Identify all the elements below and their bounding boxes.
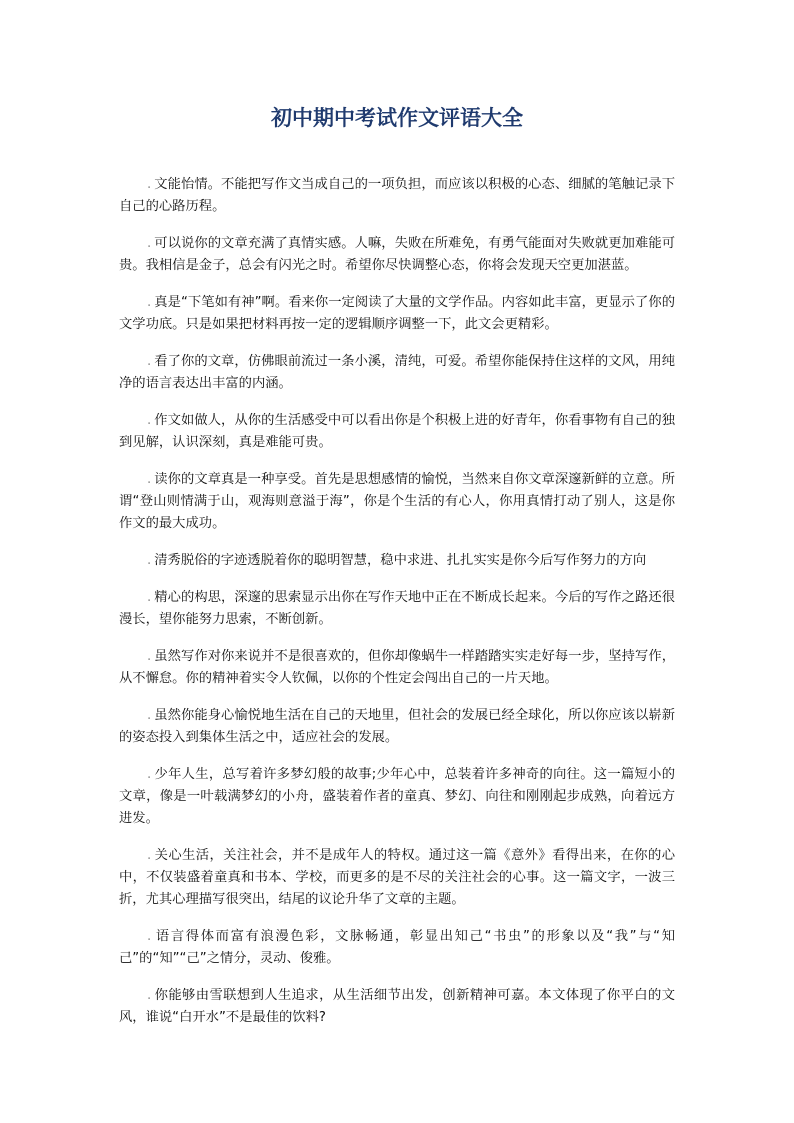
bullet-marker: . [147,767,152,782]
comment-text: 真是“下笔如有神”啊。看来你一定阅读了大量的文学作品。内容如此丰富，更显示了你的文学功底。只是如果把材料再按一定的逻辑顺序调整一下，此文会更精彩。 [119,295,675,332]
bullet-marker: . [147,354,152,369]
bullet-marker: . [147,988,152,1003]
comment-paragraph [119,351,675,395]
bullet-marker: . [147,590,152,605]
comment-paragraph [119,410,675,454]
document-body [119,174,675,1044]
comment-text: 看了你的文章，仿佛眼前流过一条小溪，清纯，可爱。希望你能保持住这样的文风，用纯净的语言表达出丰富的内涵。 [119,354,675,391]
bullet-marker: . [147,929,152,944]
comment-paragraph [119,233,675,277]
bullet-marker: . [147,413,152,428]
bullet-marker: . [147,848,152,863]
comment-text: 作文如做人，从你的生活感受中可以看出你是个积极上进的好青年，你看事物有自己的独到见解，认识深刻，真是难能可贵。 [119,413,675,450]
comment-paragraph [119,469,675,535]
comment-paragraph [119,705,675,749]
comment-text: 关心生活，关注社会，并不是成年人的特权。通过这一篇《意外》看得出来，在你的心中，不仅装盛着童真和书本、学校，而更多的是不尽的关注社会的心事。这一篇文字，一波三折，尤其心理描写很突出，结尾的议论升华了文章的主题。 [119,848,675,907]
comment-paragraph [119,845,675,911]
comment-paragraph [119,550,675,572]
bullet-marker: . [147,236,152,251]
comment-text: 虽然你能身心愉悦地生活在自己的天地里，但社会的发展已经全球化，所以你应该以崭新的姿态投入到集体生活之中，适应社会的发展。 [119,708,675,745]
comment-text: 你能够由雪联想到人生追求，从生活细节出发，创新精神可嘉。本文体现了你平白的文风，谁说“白开水”不是最佳的饮料? [119,988,675,1025]
comment-text: 虽然写作对你来说并不是很喜欢的，但你却像蜗牛一样踏踏实实走好每一步，坚持写作，从不懈怠。你的精神着实令人钦佩，以你的个性定会闯出自己的一片天地。 [119,649,675,686]
document-title: 初中期中考试作文评语大全 [271,105,523,130]
comment-text: 精心的构思，深邃的思索显示出你在写作天地中正在不断成长起来。今后的写作之路还很漫长，望你能努力思索，不断创新。 [119,590,675,627]
bullet-marker: . [147,295,152,310]
bullet-marker: . [147,472,152,487]
bullet-marker: . [147,649,152,664]
comment-text: 少年人生，总写着许多梦幻般的故事;少年心中，总装着许多神奇的向往。这一篇短小的文章，像是一叶载满梦幻的小舟，盛装着作者的童真、梦幻、向往和刚刚起步成熟，向着远方进发。 [119,767,675,826]
comment-paragraph [119,646,675,690]
comment-text: 可以说你的文章充满了真情实感。人嘛，失败在所难免，有勇气能面对失败就更加难能可贵。我相信是金子，总会有闪光之时。希望你尽快调整心态，你将会发现天空更加湛蓝。 [119,236,675,273]
comment-paragraph [119,985,675,1029]
bullet-marker: . [147,553,152,568]
comment-text: 清秀脱俗的字迹透脱着你的聪明智慧，稳中求进、扎扎实实是你今后写作努力的方向 [154,553,647,568]
comment-text: 语言得体而富有浪漫色彩，文脉畅通，彰显出知己“书虫”的形象以及“我”与“知己”的“知”“己”之情分，灵动、俊雅。 [119,929,675,966]
comment-text: 文能怡情。不能把写作文当成自己的一项负担，而应该以积极的心态、细腻的笔触记录下自己的心路历程。 [119,177,675,214]
comment-text: 读你的文章真是一种享受。首先是思想感情的愉悦，当然来自你文章深邃新鲜的立意。所谓“登山则情满于山，观海则意溢于海”，你是个生活的有心人，你用真情打动了别人，这是你作文的最大成功。 [119,472,675,531]
bullet-marker: . [147,177,152,192]
comment-paragraph [119,174,675,218]
comment-paragraph [119,587,675,631]
bullet-marker: . [147,708,152,723]
comment-paragraph [119,764,675,830]
comment-paragraph [119,926,675,970]
comment-paragraph [119,292,675,336]
